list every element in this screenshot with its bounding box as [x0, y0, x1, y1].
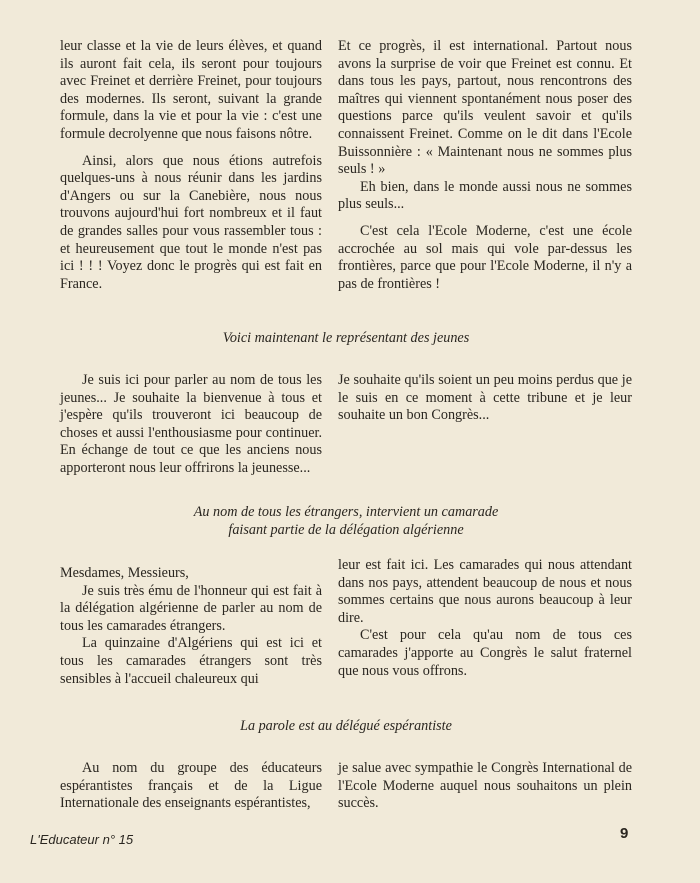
section-heading-foreigners: [60, 504, 632, 539]
paragraph: leur est fait ici. Les camarades qui nous attendant dans nos pays, attendent beaucoup de nous et nous sommes certains que nous aurons beaucoup à leur dire.: [338, 557, 632, 626]
paragraph: je salue avec sympathie le Congrès International de l'Ecole Moderne auquel nous souhaitons un plein succès.: [338, 760, 632, 812]
heading-line: Au nom de tous les étrangers, intervient un camarade: [193, 504, 499, 520]
paragraph: Au nom du groupe des éducateurs espérantistes français et de la Ligue Internationale des enseignants espérantistes,: [60, 760, 322, 812]
section3-right-column: [338, 557, 632, 680]
heading-line: faisant partie de la délégation algérienne: [228, 521, 464, 538]
paragraph: Je suis ici pour parler au nom de tous les jeunes... Je souhaite la bienvenue à tous et j'espère qu'ils trouveront ici beaucoup de choses et aussi l'enthousiasme pour continuer. En échange de tout ce que les anciens nous apporteront nous leur offrirons la jeunesse...: [60, 372, 322, 476]
paragraph: leur classe et la vie de leurs élèves, et quand ils auront fait cela, ils seront pour toujours avec Freinet et derrière Freinet, pour toujours des modernes. Ils seront, suivant la grande formule, dans la vie et pour la vie : c'est une formule decrolyenne que nous faisons nôtre.: [60, 38, 322, 142]
paragraph: C'est pour cela qu'au nom de tous ces camarades j'apporte au Congrès le salut fraternel que nous vous offrons.: [338, 627, 632, 679]
section2-right-column: [338, 372, 632, 425]
paragraph: Je souhaite qu'ils soient un peu moins perdus que je le suis en ce moment à cette tribune et je leur souhaite un bon Congrès...: [338, 372, 632, 424]
section4-left-column: [60, 760, 322, 813]
section1-right-column: [338, 38, 632, 293]
section4-right-column: [338, 760, 632, 813]
paragraph: Et ce progrès, il est international. Partout nous avons la surprise de voir que Freinet est connu. Et dans tous les pays, partout, nous rencontrons des maîtres qui viennent spontanément nous poser des questions parce qu'ils veulent savoir et qu'ils connaissent Freinet. Comme on le dit dans l'Ecole Buissonnière : « Maintenant nous ne sommes plus seuls ! »: [338, 38, 632, 178]
page-number: 9: [620, 825, 629, 842]
paragraph: La quinzaine d'Algériens qui est ici et tous les camarades étrangers sont très sensibles à l'accueil chaleureux qui: [60, 635, 322, 687]
section2-left-column: [60, 372, 322, 478]
salutation: Mesdames, Messieurs,: [60, 565, 189, 581]
section-heading-youth: Voici maintenant le représentant des jeunes: [222, 330, 470, 346]
journal-title: L'Educateur n° 15: [30, 832, 134, 847]
section-heading-esperanto: La parole est au délégué espérantiste: [240, 718, 452, 734]
section1-left-column: [60, 38, 322, 293]
paragraph: Ainsi, alors que nous étions autrefois quelques-uns à nous réunir dans les jardins d'Angers ou sur la Canebière, nous nous trouvons aujourd'hui fort nombreux et il faut de grandes salles pour vous rassembler tous : et heureusement que tout le monde n'est pas ici ! ! ! Voyez donc le progrès qui est fait en France.: [60, 152, 322, 292]
paragraph: Eh bien, dans le monde aussi nous ne sommes plus seuls...: [338, 178, 632, 213]
paragraph: C'est cela l'Ecole Moderne, c'est une école accrochée au sol mais qui vole par-dessus les frontières, parce que pour l'Ecole Moderne, il n'y a pas de frontières !: [338, 222, 632, 292]
section3-left-column: [60, 565, 322, 688]
paragraph: Je suis très ému de l'honneur qui est fait à la délégation algérienne de parler au nom de tous les camarades étrangers.: [60, 582, 322, 634]
